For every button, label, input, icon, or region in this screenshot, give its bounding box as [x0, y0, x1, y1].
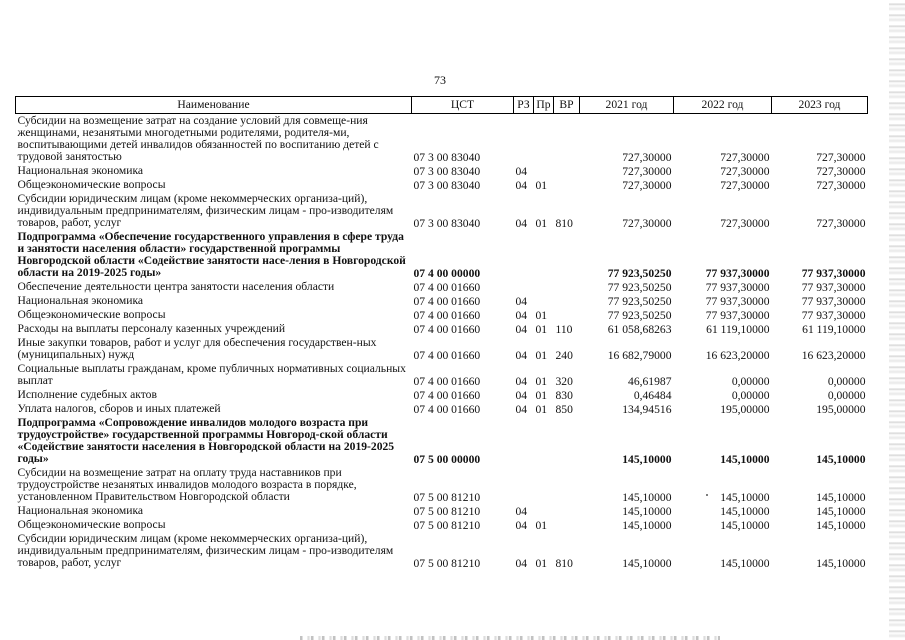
cell-cst: 07 4 00 00000 [413, 267, 481, 280]
cell-rz: 04 [515, 309, 528, 322]
cell-pr [534, 466, 554, 504]
cell-name: Расходы на выплаты персоналу казенных учреждений [17, 322, 286, 335]
cell-name: Обеспечение деятельности центра занятости населения области [17, 280, 335, 293]
cell-vr: 850 [555, 403, 573, 416]
cell-vr [554, 164, 580, 178]
cell-name: Субсидии на возмещение затрат на оплату труда наставников при трудоустройстве незанятых инвалидов молодого возраста в порядке, установленном Правительством Новгородской области [17, 466, 357, 503]
cell-pr: 01 [535, 519, 548, 532]
cell-rz [514, 230, 534, 280]
cell-name: Уплата налогов, сборов и иных платежей [17, 402, 221, 415]
cell-y2023: 145,10000 [816, 557, 866, 570]
cell-cst: 07 4 00 01660 [413, 349, 481, 362]
cell-y2023: 77 937,30000 [801, 295, 866, 308]
cell-cst: 07 4 00 01660 [413, 375, 481, 388]
cell-pr: 01 [535, 389, 548, 402]
table-row [16, 504, 868, 518]
cell-y2021: 727,30000 [622, 179, 672, 192]
cell-y2023: 77 937,30000 [801, 281, 866, 294]
cell-y2022: 61 119,10000 [706, 323, 770, 336]
cell-y2023: 727,30000 [816, 165, 866, 178]
cell-rz: 04 [515, 375, 528, 388]
cell-rz: 04 [515, 179, 528, 192]
cell-y2023: 727,30000 [816, 151, 866, 164]
cell-pr: 01 [535, 375, 548, 388]
cell-rz: 04 [515, 349, 528, 362]
table-row [16, 466, 868, 504]
cell-rz: 04 [515, 217, 528, 230]
cell-vr: 810 [555, 557, 573, 570]
cell-y2021: 145,10000 [622, 557, 672, 570]
cell-y2022: 145,10000 [720, 519, 770, 532]
cell-y2021: 77 923,50250 [607, 309, 672, 322]
cell-rz: 04 [515, 505, 528, 518]
header-vr: ВР [554, 97, 580, 114]
cell-pr [534, 294, 554, 308]
cell-pr [534, 504, 554, 518]
table-row [16, 388, 868, 402]
cell-cst: 07 5 00 00000 [413, 453, 481, 466]
cell-y2023: 0,00000 [827, 375, 866, 388]
cell-rz: 04 [515, 557, 528, 570]
table-row [16, 308, 868, 322]
cell-cst: 07 3 00 83040 [413, 165, 481, 178]
cell-pr: 01 [535, 323, 548, 336]
cell-vr [554, 518, 580, 532]
cell-vr: 110 [555, 323, 573, 336]
cell-y2023: 145,10000 [816, 519, 866, 532]
cell-y2022: 145,10000 [720, 453, 770, 466]
cell-vr [554, 178, 580, 192]
cell-y2021: 77 923,50250 [607, 295, 672, 308]
cell-y2022: 195,00000 [720, 403, 770, 416]
header-2022: 2022 год [674, 97, 772, 114]
cell-cst: 07 4 00 01660 [413, 389, 481, 402]
cell-y2022: 727,30000 [720, 151, 770, 164]
budget-table [15, 96, 868, 570]
cell-y2022: 727,30000 [720, 179, 770, 192]
table-row [16, 362, 868, 388]
table-row [16, 178, 868, 192]
cell-vr [554, 230, 580, 280]
header-rz: РЗ [514, 97, 534, 114]
cell-y2021: 727,30000 [622, 151, 672, 164]
cell-name: Национальная экономика [17, 504, 144, 517]
cell-vr [554, 466, 580, 504]
cell-vr [554, 416, 580, 466]
table-row [16, 322, 868, 336]
cell-rz: 04 [515, 519, 528, 532]
cell-pr [534, 164, 554, 178]
table-row [16, 114, 868, 165]
cell-name: Общеэкономические вопросы [17, 308, 166, 321]
cell-name: Подпрограмма «Обеспечение государственного управления в сфере труда и занятости населения области» государственной программы Новгородской области «Содействие занятости насе-ления в Новгородской области на 2019-2025 годы» [17, 230, 406, 279]
cell-pr: 01 [535, 403, 548, 416]
table-row [16, 192, 868, 230]
cell-rz [514, 416, 534, 466]
cell-cst: 07 4 00 01660 [413, 309, 481, 322]
cell-y2021: 77 923,50250 [607, 267, 672, 280]
cell-cst: 07 3 00 83040 [413, 179, 481, 192]
cell-y2022: 77 937,30000 [705, 309, 770, 322]
table-row [16, 416, 868, 466]
cell-name: Субсидии юридическим лицам (кроме некоммерческих организа-ций), индивидуальным предпринимателям, физическим лицам - про-изводителям товаров, работ, услуг [17, 192, 394, 229]
table-row [16, 230, 868, 280]
cell-rz: 04 [515, 323, 528, 336]
cell-vr: 240 [555, 349, 573, 362]
cell-y2023: 145,10000 [816, 505, 866, 518]
cell-y2022: 77 937,30000 [705, 281, 770, 294]
cell-rz: 04 [515, 165, 528, 178]
cell-name: Подпрограмма «Сопровождение инвалидов молодого возраста при трудоустройстве» государственной программы Новгород-ской области «Содействие занятости населения в Новгородской области на 2019-2025 годы» [17, 416, 395, 465]
cell-y2023: 0,00000 [827, 389, 866, 402]
cell-name: Социальные выплаты гражданам, кроме публичных нормативных социальных выплат [17, 362, 406, 387]
cell-cst: 07 3 00 83040 [413, 151, 481, 164]
cell-y2022: 77 937,30000 [705, 295, 770, 308]
cell-cst: 07 5 00 81210 [413, 491, 481, 504]
cell-cst: 07 4 00 01660 [413, 295, 481, 308]
cell-name: Субсидии на возмещение затрат на создание условий для совмеще-ния женщинами, незанятыми многодетными родителями, родителя-ми, воспитывающими детей инвалидов обязанностей по воспитанию детей с трудовой занятостью [17, 114, 379, 163]
header-cst: ЦСТ [412, 97, 514, 114]
cell-y2022: 145,10000 [720, 505, 770, 518]
cell-cst: 07 4 00 01660 [413, 281, 481, 294]
cell-y2021: 145,10000 [622, 505, 672, 518]
cell-y2022: 0,00000 [731, 375, 770, 388]
cell-vr: 830 [555, 389, 573, 402]
cell-y2023: 195,00000 [816, 403, 866, 416]
cell-vr: 810 [555, 217, 573, 230]
cell-cst: 07 5 00 81210 [413, 557, 481, 570]
cell-vr [554, 308, 580, 322]
scan-edge-artifact [889, 0, 905, 640]
cell-rz [514, 114, 534, 165]
table-row [16, 164, 868, 178]
header-name: Наименование [16, 97, 412, 114]
table-body [16, 114, 868, 571]
scan-bottom-artifact [300, 636, 720, 640]
cell-name: Исполнение судебных актов [17, 388, 157, 401]
cell-y2021: 727,30000 [622, 217, 672, 230]
cell-cst: 07 4 00 01660 [413, 403, 481, 416]
cell-pr: 01 [535, 557, 548, 570]
cell-cst: 07 5 00 81210 [413, 505, 481, 518]
cell-rz [514, 280, 534, 294]
cell-cst: 07 4 00 01660 [413, 323, 481, 336]
cell-y2021: 16 682,79000 [607, 349, 672, 362]
cell-y2023: 727,30000 [816, 179, 866, 192]
cell-pr [534, 416, 554, 466]
cell-rz: 04 [515, 403, 528, 416]
header-pr: Пр [534, 97, 554, 114]
cell-name: Иные закупки товаров, работ и услуг для обеспечения государствен-ных (муниципальных) нужд [17, 336, 377, 361]
cell-pr: 01 [535, 349, 548, 362]
cell-pr [534, 280, 554, 294]
cell-y2022: 145,10000 [720, 557, 770, 570]
cell-name: Общеэкономические вопросы [17, 518, 166, 531]
cell-y2021: 61 058,68263 [607, 323, 672, 336]
cell-pr: 01 [535, 309, 548, 322]
cell-y2021: 727,30000 [622, 165, 672, 178]
scan-speck [706, 494, 708, 496]
header-2023: 2023 год [772, 97, 868, 114]
cell-y2022: 0,00000 [731, 389, 770, 402]
cell-vr [554, 280, 580, 294]
cell-y2022: 145,10000 [720, 491, 770, 504]
cell-name: Национальная экономика [17, 294, 144, 307]
cell-y2021: 0,46484 [633, 389, 672, 402]
cell-pr: 01 [535, 179, 548, 192]
cell-y2023: 77 937,30000 [801, 309, 866, 322]
table-row [16, 294, 868, 308]
cell-cst: 07 5 00 81210 [413, 519, 481, 532]
table-row [16, 336, 868, 362]
cell-rz: 04 [515, 389, 528, 402]
cell-y2021: 145,10000 [622, 491, 672, 504]
cell-pr [534, 230, 554, 280]
cell-y2021: 134,94516 [622, 403, 672, 416]
cell-y2023: 727,30000 [816, 217, 866, 230]
cell-y2021: 145,10000 [622, 519, 672, 532]
cell-vr [554, 114, 580, 165]
cell-rz [514, 466, 534, 504]
cell-cst: 07 3 00 83040 [413, 217, 481, 230]
table-row [16, 532, 868, 570]
table-row [16, 402, 868, 416]
cell-y2023: 61 119,10000 [802, 323, 866, 336]
cell-y2021: 145,10000 [622, 453, 672, 466]
cell-y2022: 727,30000 [720, 217, 770, 230]
cell-y2023: 16 623,20000 [801, 349, 866, 362]
cell-rz: 04 [515, 295, 528, 308]
cell-pr: 01 [535, 217, 548, 230]
cell-y2023: 77 937,30000 [801, 267, 866, 280]
table-row [16, 518, 868, 532]
cell-y2023: 145,10000 [816, 453, 866, 466]
cell-pr [534, 114, 554, 165]
cell-y2021: 46,61987 [628, 375, 672, 388]
cell-vr: 320 [555, 375, 573, 388]
cell-vr [554, 504, 580, 518]
table-row [16, 280, 868, 294]
cell-name: Общеэкономические вопросы [17, 178, 166, 191]
cell-y2022: 77 937,30000 [705, 267, 770, 280]
cell-y2022: 16 623,20000 [705, 349, 770, 362]
cell-name: Субсидии юридическим лицам (кроме некоммерческих организа-ций), индивидуальным предпринимателям, физическим лицам - про-изводителям товаров, работ, услуг [17, 532, 394, 569]
cell-y2021: 77 923,50250 [607, 281, 672, 294]
table-header [16, 97, 868, 114]
page-number: 73 [434, 73, 446, 87]
header-2021: 2021 год [580, 97, 674, 114]
cell-y2023: 145,10000 [816, 491, 866, 504]
cell-name: Национальная экономика [17, 164, 144, 177]
cell-y2022: 727,30000 [720, 165, 770, 178]
cell-vr [554, 294, 580, 308]
